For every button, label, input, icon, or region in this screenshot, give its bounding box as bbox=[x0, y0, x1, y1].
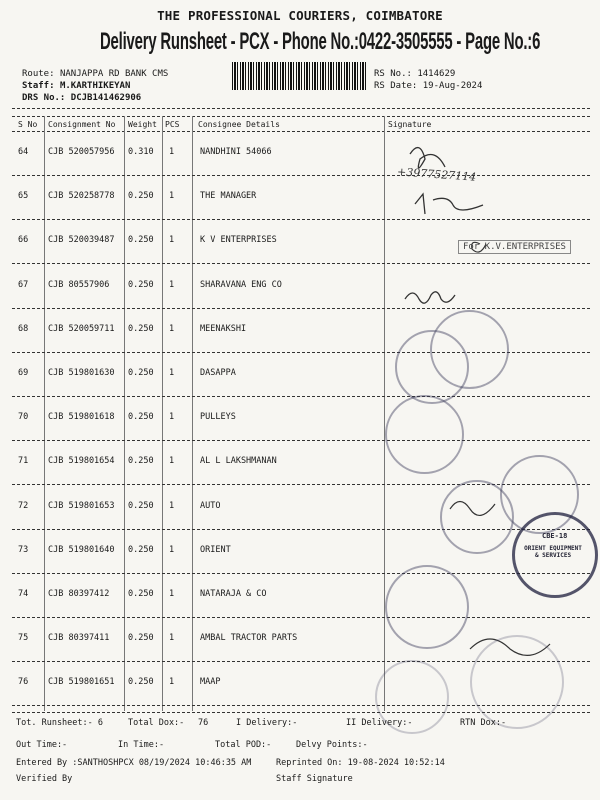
row-consignee: AL L LAKSHMANAN bbox=[200, 456, 277, 466]
row-consignee: ORIENT bbox=[200, 545, 231, 555]
row-pcs: 1 bbox=[169, 147, 175, 157]
row-pcs: 1 bbox=[169, 545, 175, 555]
round-stamp bbox=[440, 480, 514, 554]
row-consignee: AMBAL TRACTOR PARTS bbox=[200, 633, 298, 643]
row-weight: 0.250 bbox=[128, 677, 154, 687]
row-pcs: 1 bbox=[169, 324, 175, 334]
row-pcs: 1 bbox=[169, 235, 175, 245]
row-pcs: 1 bbox=[169, 589, 175, 599]
row-consignee: DASAPPA bbox=[200, 368, 236, 378]
runsheet-title: Delivery Runsheet - PCX - Phone No.:0422-3505555 - Page No.:6 bbox=[100, 28, 541, 55]
company-name: THE PROFESSIONAL COURIERS, COIMBATORE bbox=[157, 8, 443, 23]
row-pcs: 1 bbox=[169, 412, 175, 422]
divider bbox=[12, 131, 590, 132]
row-consignee: PULLEYS bbox=[200, 412, 236, 422]
col-pcs: PCS bbox=[165, 120, 180, 129]
staff-label: Staff: bbox=[22, 81, 55, 91]
row-sno: 67 bbox=[18, 280, 29, 290]
tot-runsheet: Tot. Runsheet:- 6 bbox=[16, 718, 103, 728]
rtn-dox: RTN Dox:- bbox=[460, 718, 507, 728]
verified-by: Verified By bbox=[16, 774, 73, 784]
row-pcs: 1 bbox=[169, 501, 175, 511]
col-divider bbox=[162, 116, 163, 711]
row-sno: 69 bbox=[18, 368, 29, 378]
row-consignment: CJB 520059711 bbox=[48, 324, 115, 334]
row-pcs: 1 bbox=[169, 677, 175, 687]
row-pcs: 1 bbox=[169, 280, 175, 290]
row-consignment: CJB 80397411 bbox=[48, 633, 110, 643]
row-consignment: CJB 519801640 bbox=[48, 545, 115, 555]
barcode-image bbox=[232, 62, 367, 90]
row-sno: 70 bbox=[18, 412, 29, 422]
orient-stamp-text: ORIENT EQUIPMENT & SERVICES bbox=[524, 545, 582, 559]
row-consignment: CJB 519801630 bbox=[48, 368, 115, 378]
handwritten-phone: +3977527114 bbox=[396, 165, 477, 184]
col-consignee: Consignee Details bbox=[198, 120, 280, 129]
row-sno: 71 bbox=[18, 456, 29, 466]
row-sno: 74 bbox=[18, 589, 29, 599]
cbe-text: CBE-18 bbox=[542, 532, 568, 540]
row-sno: 73 bbox=[18, 545, 29, 555]
divider bbox=[12, 712, 590, 713]
row-weight: 0.250 bbox=[128, 324, 154, 334]
row-weight: 0.250 bbox=[128, 501, 154, 511]
total-pod: Total POD:- bbox=[215, 740, 272, 750]
delvy-points: Delvy Points:- bbox=[296, 740, 368, 750]
row-sno: 76 bbox=[18, 677, 29, 687]
faint-stamp bbox=[470, 635, 564, 729]
row-consignee: NANDHINI 54066 bbox=[200, 147, 272, 157]
col-consignment: Consignment No bbox=[48, 120, 116, 129]
route-line bbox=[22, 68, 168, 80]
row-sno: 65 bbox=[18, 191, 29, 201]
row-consignment: CJB 520258778 bbox=[48, 191, 115, 201]
entered-by: Entered By :SANTHOSHPCX 08/19/2024 10:46:35 AM bbox=[16, 758, 252, 768]
row-consignee: MAAP bbox=[200, 677, 221, 687]
row-consignment: CJB 520057956 bbox=[48, 147, 115, 157]
row-pcs: 1 bbox=[169, 191, 175, 201]
row-weight: 0.250 bbox=[128, 412, 154, 422]
round-stamp bbox=[385, 565, 469, 649]
row-pcs: 1 bbox=[169, 456, 175, 466]
staff-value: M.KARTHIKEYAN bbox=[59, 81, 131, 91]
total-dox-value: 76 bbox=[198, 718, 209, 728]
row-consignment: CJB 519801654 bbox=[48, 456, 115, 466]
col-weight: Weight bbox=[128, 120, 157, 129]
signature-64 bbox=[410, 148, 445, 168]
row-consignment: CJB 519801653 bbox=[48, 501, 115, 511]
round-stamp bbox=[430, 310, 509, 389]
total-dox-label: Total Dox:- bbox=[128, 718, 185, 728]
row-sno: 66 bbox=[18, 235, 29, 245]
rs-date: RS Date: 19-Aug-2024 bbox=[374, 81, 483, 91]
row-consignee: AUTO bbox=[200, 501, 221, 511]
row-pcs: 1 bbox=[169, 633, 175, 643]
rs-number: RS No.: 1414629 bbox=[374, 69, 456, 79]
row-consignee: MEENAKSHI bbox=[200, 324, 247, 334]
i-delivery: I Delivery:- bbox=[236, 718, 298, 728]
row-weight: 0.250 bbox=[128, 545, 154, 555]
row-consignment: CJB 80397412 bbox=[48, 589, 110, 599]
drs-value: DCJB141462906 bbox=[70, 93, 142, 103]
route-value: NANJAPPA RD BANK CMS bbox=[59, 69, 169, 79]
row-sno: 75 bbox=[18, 633, 29, 643]
col-divider bbox=[124, 116, 125, 711]
row-weight: 0.250 bbox=[128, 235, 154, 245]
col-divider bbox=[384, 116, 385, 711]
row-sno: 72 bbox=[18, 501, 29, 511]
row-consignee: NATARAJA & CO bbox=[200, 589, 267, 599]
route-label: Route: bbox=[22, 69, 55, 79]
staff-line bbox=[22, 80, 130, 92]
row-weight: 0.250 bbox=[128, 191, 154, 201]
row-weight: 0.250 bbox=[128, 280, 154, 290]
row-weight: 0.250 bbox=[128, 368, 154, 378]
row-weight: 0.250 bbox=[128, 589, 154, 599]
row-consignment: CJB 519801651 bbox=[48, 677, 115, 687]
divider bbox=[12, 108, 590, 109]
drs-label: DRS No.: bbox=[22, 93, 66, 103]
row-weight: 0.310 bbox=[128, 147, 154, 157]
row-weight: 0.250 bbox=[128, 633, 154, 643]
in-time: In Time:- bbox=[118, 740, 165, 750]
col-divider bbox=[192, 116, 193, 711]
col-sno: S No bbox=[18, 120, 38, 129]
row-consignee: THE MANAGER bbox=[200, 191, 257, 201]
row-consignment: CJB 520039487 bbox=[48, 235, 115, 245]
col-signature: Signature bbox=[388, 120, 432, 129]
reprinted-on: Reprinted On: 19-08-2024 10:52:14 bbox=[276, 758, 445, 768]
signature-67 bbox=[405, 292, 455, 303]
row-sno: 64 bbox=[18, 147, 29, 157]
row-consignment: CJB 519801618 bbox=[48, 412, 115, 422]
divider bbox=[12, 116, 590, 117]
round-stamp bbox=[385, 395, 464, 474]
drs-line bbox=[22, 92, 141, 104]
ii-delivery: II Delivery:- bbox=[346, 718, 413, 728]
signature-65 bbox=[415, 194, 483, 214]
out-time: Out Time:- bbox=[16, 740, 68, 750]
staff-signature: Staff Signature bbox=[276, 774, 353, 784]
col-divider bbox=[44, 116, 45, 711]
row-sno: 68 bbox=[18, 324, 29, 334]
row-consignee: SHARAVANA ENG CO bbox=[200, 280, 282, 290]
row-weight: 0.250 bbox=[128, 456, 154, 466]
row-pcs: 1 bbox=[169, 368, 175, 378]
row-consignment: CJB 80557906 bbox=[48, 280, 110, 290]
row-consignee: K V ENTERPRISES bbox=[200, 235, 277, 245]
kv-stamp: For K.V.ENTERPRISES bbox=[458, 240, 571, 254]
